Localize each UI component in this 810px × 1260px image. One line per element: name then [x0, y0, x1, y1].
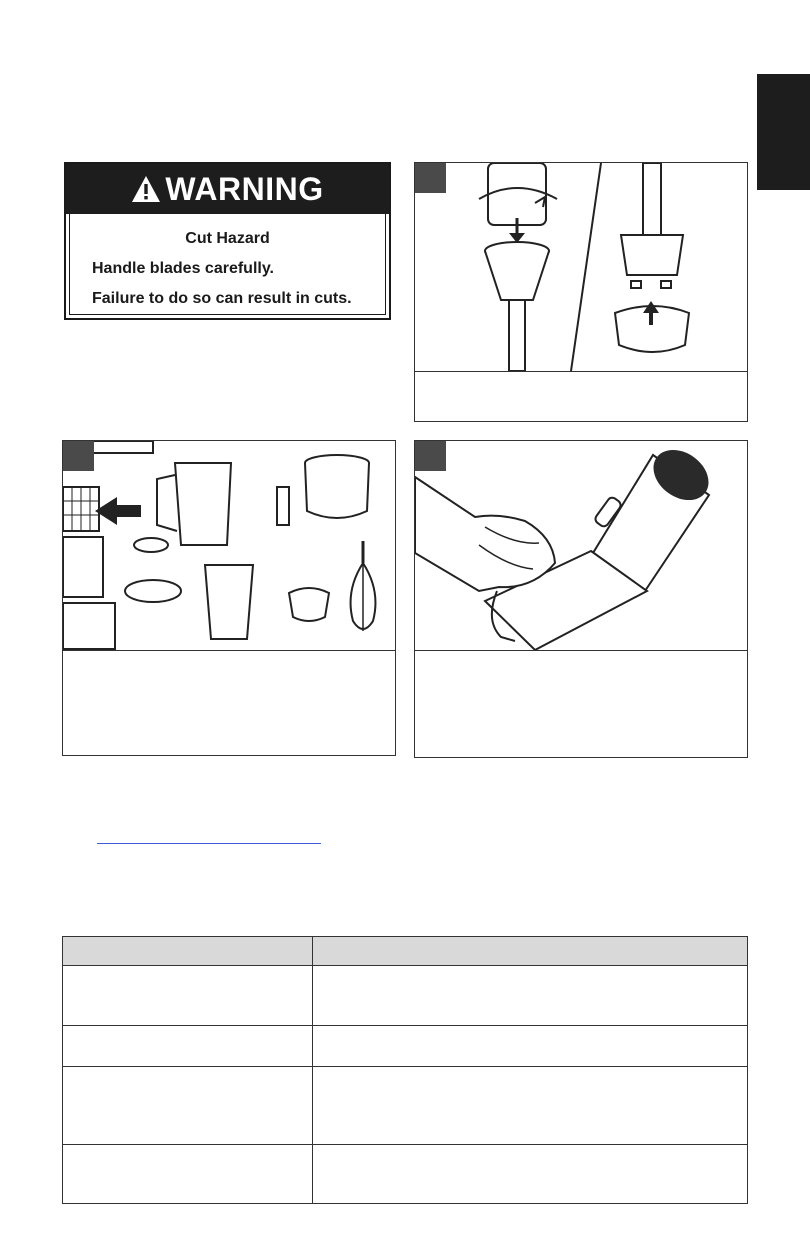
- table-row: [63, 1026, 747, 1067]
- step-panel-2: [62, 440, 396, 756]
- table-cell: [313, 1026, 747, 1066]
- step-panel-1: [414, 162, 748, 422]
- warning-box: [64, 162, 391, 320]
- warning-title: Cut Hazard: [185, 230, 270, 247]
- table-cell: [63, 1026, 313, 1066]
- warning-header: [66, 164, 389, 214]
- table-header-row: [63, 937, 747, 966]
- table-row: [63, 1067, 747, 1145]
- table-cell: [63, 1067, 313, 1144]
- warning-line-2: Failure to do so can result in cuts.: [92, 290, 352, 307]
- troubleshooting-table: [62, 936, 748, 1204]
- table-cell: [313, 966, 747, 1025]
- step-3-illustration: [415, 441, 747, 651]
- step-3-badge: [415, 441, 446, 471]
- warning-heading: WARNING: [165, 170, 324, 207]
- table-cell: [313, 1067, 747, 1144]
- table-cell: [313, 1145, 747, 1203]
- link-underline[interactable]: [97, 843, 321, 844]
- step-1-badge: [415, 163, 446, 193]
- table-row: [63, 966, 747, 1026]
- table-header-cell: [313, 937, 747, 965]
- step-panel-3: [414, 440, 748, 758]
- language-tab: [757, 74, 810, 190]
- table-row: [63, 1145, 747, 1203]
- table-cell: [63, 1145, 313, 1203]
- warning-triangle-icon: [131, 175, 161, 203]
- warning-line-1: Handle blades carefully.: [92, 260, 274, 277]
- step-2-badge: [63, 441, 94, 471]
- step-2-illustration: [63, 441, 395, 651]
- table-cell: [63, 966, 313, 1025]
- step-1-illustration: [415, 163, 747, 372]
- table-header-cell: [63, 937, 313, 965]
